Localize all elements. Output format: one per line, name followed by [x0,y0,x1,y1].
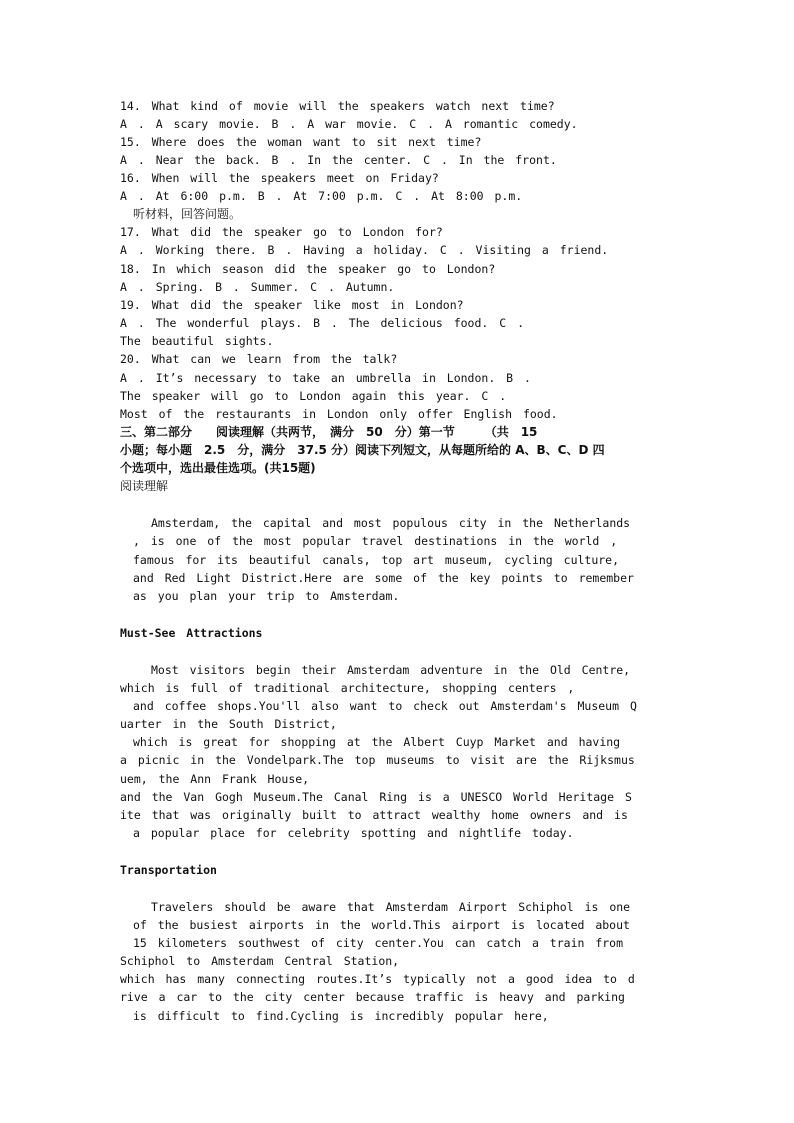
paragraph-attractions-line6: a picnic in the Vondelpark.The top museums to visit are the Rijksmus [120,753,635,767]
paragraph-transport-line7: is difficult to find.Cycling is incredibly popular here, [133,1009,549,1023]
q19-options-cont: The beautiful sights. [120,334,274,348]
listening-instruction: 听材料，回答问题。 [133,207,242,221]
q18-question: 18. In which season did the speaker go to London? [120,262,496,276]
paragraph-transport-line6: rive a car to the city center because traffic is heavy and parking [120,990,625,1004]
paragraph-attractions-line10: a popular place for celebrity spotting and nightlife today. [133,826,574,840]
paragraph-transport-line4: Schiphol to Amsterdam Central Station, [120,954,400,968]
paragraph-transport-line2: of the busiest airports in the world.This airport is located about [133,918,630,932]
q17-options: A . Working there. B . Having a holiday. C . Visiting a friend. [120,243,609,257]
heading-must-see-attractions: Must-See Attractions [120,626,263,640]
q16-question: 16. When will the speakers meet on Friday? [120,171,439,185]
paragraph-transport-line3: 15 kilometers southwest of city center.You can catch a train from [133,936,624,950]
q17-question: 17. What did the speaker go to London for? [120,225,443,239]
paragraph-intro-line1: Amsterdam, the capital and most populous city in the Netherlands [151,516,631,530]
paragraph-intro-line4: and Red Light District.Here are some of the key points to remember [133,571,634,585]
q16-options: A . At 6:00 p.m. B . At 7:00 p.m. C . At 8:00 p.m. [120,189,523,203]
q20-options-cont: The speaker will go to London again this year. C . [120,389,507,403]
paragraph-intro-line2: , is one of the most popular travel destinations in the world , [133,534,618,548]
paragraph-transport-line1: Travelers should be aware that Amsterdam Airport Schiphol is one [151,900,631,914]
paragraph-attractions-line4: uarter in the South District, [120,717,337,731]
reading-label: 阅读理解 [120,479,169,493]
q15-options: A . Near the back. B . In the center. C . In the front. [120,153,557,167]
paragraph-intro-line5: as you plan your trip to Amsterdam. [133,589,400,603]
paragraph-transport-line5: which has many connecting routes.It’s typically not a good idea to d [120,972,635,986]
paragraph-attractions-line3: and coffee shops.You'll also want to check out Amsterdam's Museum Q [133,699,637,713]
paragraph-attractions-line1: Most visitors begin their Amsterdam adventure in the Old Centre, [151,663,631,677]
q15-question: 15. Where does the woman want to sit next time? [120,135,482,149]
q14-question: 14. What kind of movie will the speakers watch next time? [120,99,555,113]
paragraph-attractions-line5: which is great for shopping at the Albert Cuyp Market and having [133,735,621,749]
heading-transportation: Transportation [120,863,217,877]
paragraph-attractions-line9: ite that was originally built to attract wealthy home owners and is [120,808,628,822]
q19-options: A . The wonderful plays. B . The delicious food. C . [120,316,525,330]
paragraph-attractions-line8: and the Van Gogh Museum.The Canal Ring is a UNESCO World Heritage S [120,790,632,804]
paragraph-intro-line3: famous for its beautiful canals, top art museum, cycling culture, [133,553,620,567]
paragraph-attractions-line2: which is full of traditional architecture, shopping centers , [120,681,575,695]
paragraph-attractions-line7: uem, the Ann Frank House, [120,772,310,786]
q18-options: A . Spring. B . Summer. C . Autumn. [120,280,395,294]
q20-options: A . It’s necessary to take an umbrella in London. B . [120,371,531,385]
q19-question: 19. What did the speaker like most in London? [120,298,464,312]
q20-options-cont2: Most of the restaurants in London only offer English food. [120,407,558,421]
q14-options: A . A scary movie. B . A war movie. C . A romantic comedy. [120,117,578,131]
section-heading-line3: 个选项中，选出最佳选项。(共15题) [120,461,316,475]
section-heading-line2: 小题；每小题 2.5 分，满分 37.5 分）阅读下列短文，从每题所给的 A、B、C、D 四 [120,443,605,457]
q20-question: 20. What can we learn from the talk? [120,352,398,366]
section-heading-line1: 三、第二部分 阅读理解（共两节， 满分 50 分）第一节 （共 15 [120,425,538,439]
